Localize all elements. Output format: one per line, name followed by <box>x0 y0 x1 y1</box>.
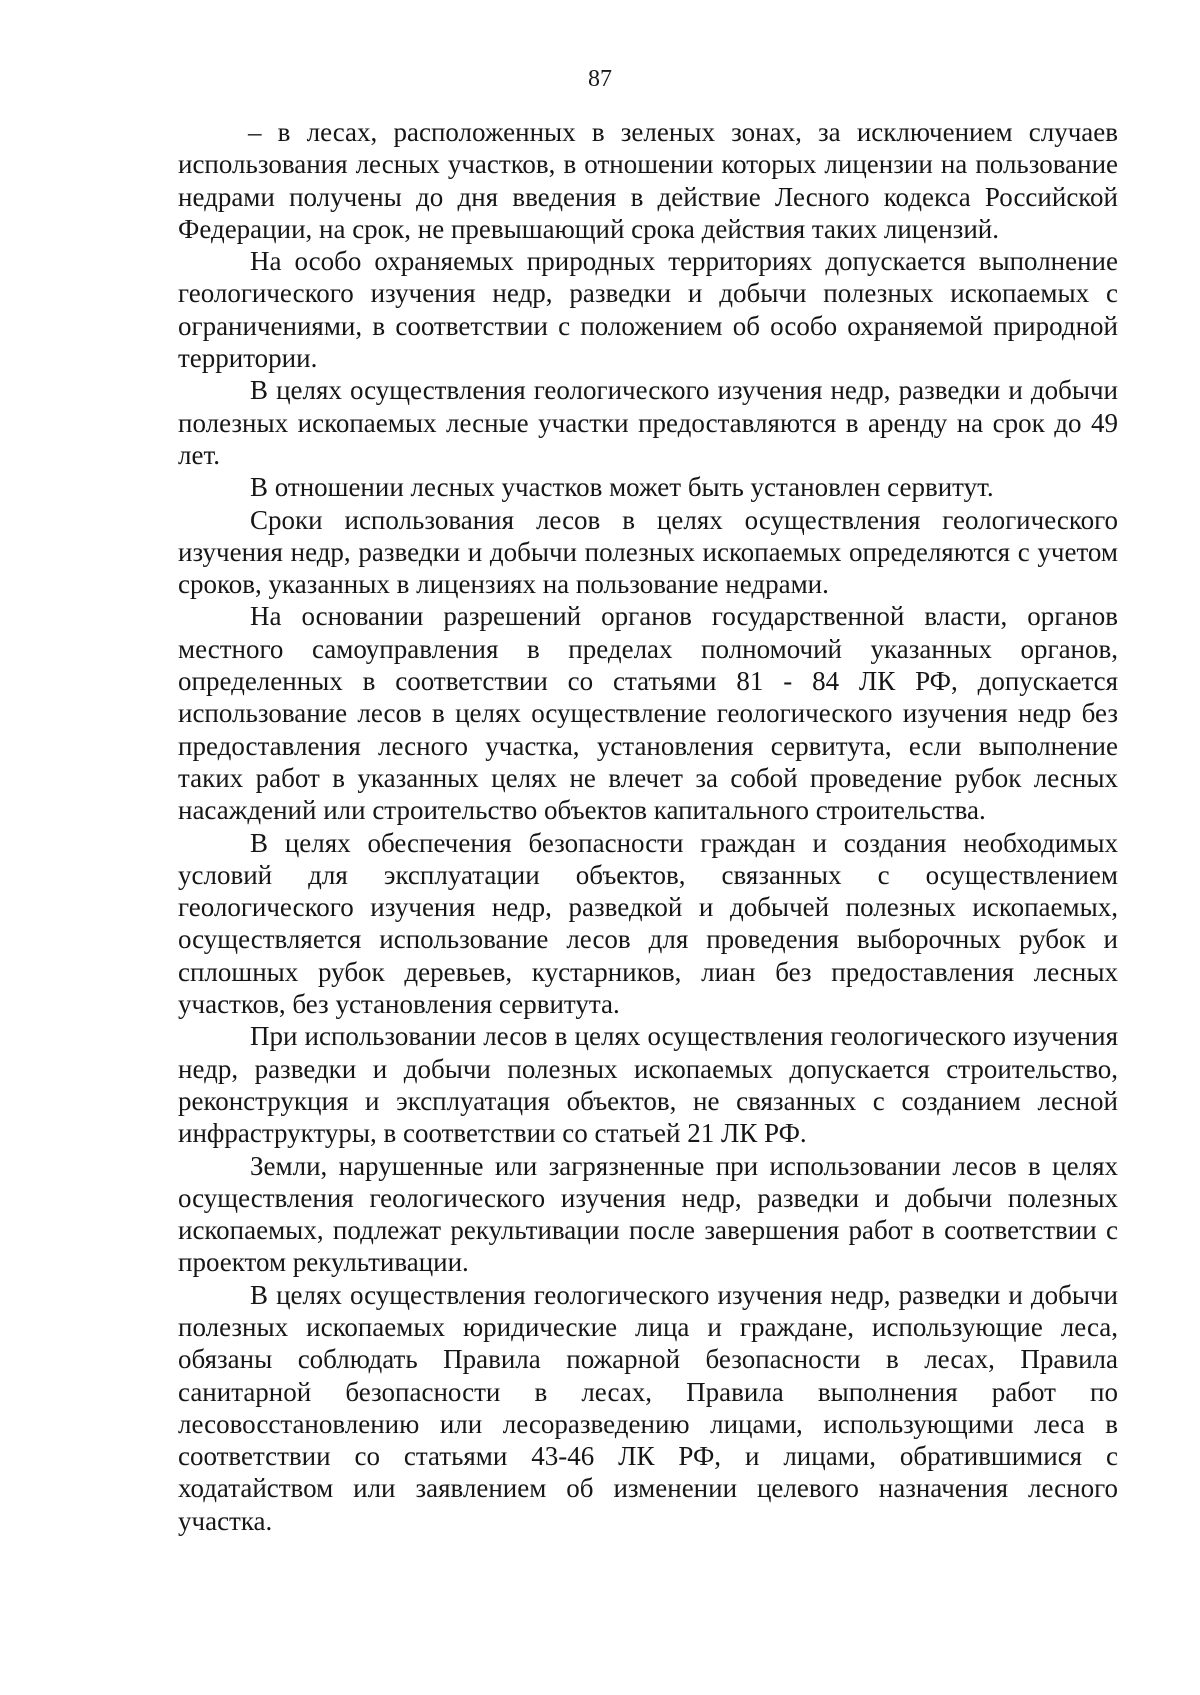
page-number: 87 <box>588 66 612 92</box>
paragraph: На особо охраняемых природных территориях допускается выполнение геологического изучения недр, разведки и добычи полезных ископаемых с ограничениями, в соответствии с положением об особо охраняемой природной территории. <box>178 246 1118 374</box>
document-body <box>178 116 1118 1537</box>
paragraph: На основании разрешений органов государственной власти, органов местного самоуправления в пределах полномочий указанных органов, определенных в соответствии со статьями 81 - 84 ЛК РФ, допускается использование лесов в целях осуществление геологического изучения недр без предоставления лесного участка, установления сервитута, если выполнение таких работ в указанных целях не влечет за собой проведение рубок лесных насаждений или строительство объектов капитального строительства. <box>178 601 1118 826</box>
paragraph: В целях обеспечения безопасности граждан и создания необходимых условий для эксплуатации объектов, связанных с осуществлением геологического изучения недр, разведкой и добычей полезных ископаемых, осуществляется использование лесов для проведения выборочных рубок и сплошных рубок деревьев, кустарников, лиан без предоставления лесных участков, без установления сервитута. <box>178 827 1118 1020</box>
paragraph: Земли, нарушенные или загрязненные при использовании лесов в целях осуществления геологического изучения недр, разведки и добычи полезных ископаемых, подлежат рекультивации после завершения работ в соответствии с проектом рекультивации. <box>178 1150 1118 1278</box>
paragraph: При использовании лесов в целях осуществления геологического изучения недр, разведки и добычи полезных ископаемых допускается строительство, реконструкция и эксплуатация объектов, не связанных с созданием лесной инфраструктуры, в соответствии со статьей 21 ЛК РФ. <box>178 1021 1118 1149</box>
paragraph: В целях осуществления геологического изучения недр, разведки и добычи полезных ископаемых юридические лица и граждане, использующие леса, обязаны соблюдать Правила пожарной безопасности в лесах, Правила санитарной безопасности в лесах, Правила выполнения работ по лесовосстановлению или лесоразведению лицами, использующими леса в соответствии со статьями 43-46 ЛК РФ, и лицами, обратившимися с ходатайством или заявлением об изменении целевого назначения лесного участка. <box>178 1279 1118 1536</box>
paragraph: В целях осуществления геологического изучения недр, разведки и добычи полезных ископаемых лесные участки предоставляются в аренду на срок до 49 лет. <box>178 375 1118 470</box>
paragraph: – в лесах, расположенных в зеленых зонах, за исключением случаев использования лесных участков, в отношении которых лицензии на пользование недрами получены до дня введения в действие Лесного кодекса Российской Федерации, на срок, не превышающий срока действия таких лицензий. <box>178 117 1118 244</box>
paragraph: Сроки использования лесов в целях осуществления геологического изучения недр, разведки и добычи полезных ископаемых определяются с учетом сроков, указанных в лицензиях на пользование недрами. <box>178 504 1118 600</box>
paragraph: В отношении лесных участков может быть установлен сервитут. <box>250 472 994 503</box>
